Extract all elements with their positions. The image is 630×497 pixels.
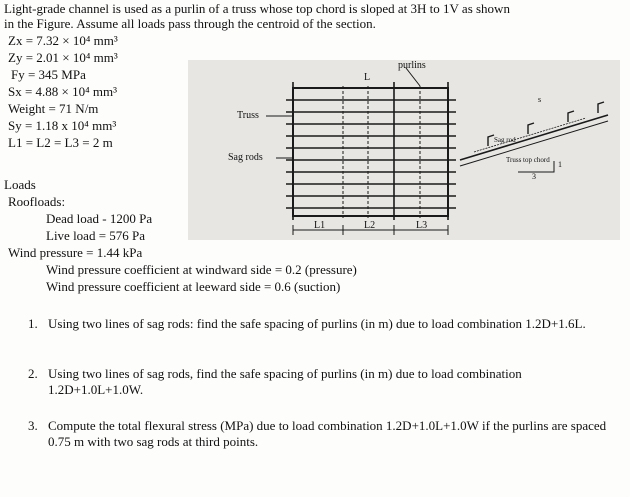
leeward-coefficient: Wind pressure coefficient at leeward side = 0.6 (suction) [46,279,341,294]
problem-intro-line-1: Light-grade channel is used as a purlin of a truss whose top chord is sloped at 3H to 1V as shown [4,1,510,16]
dead-load: Dead load - 1200 Pa [46,211,153,226]
loads-heading: Loads [4,177,36,192]
property-sx: Sx = 4.88 × 10⁴ mm³ [8,84,118,99]
label-purlins: purlins [398,60,426,71]
label-slope-1: 1 [558,160,562,169]
label-sag-rod: Sag rod [494,136,516,144]
label-l3: L3 [416,220,428,231]
question-1-text: Using two lines of sag rods: find the safe spacing of purlins (in m) due to load combination 1.2D+1.6L. [48,316,586,331]
question-3-number: 3. [28,418,38,433]
question-3-text: Compute the total flexural stress (MPa) due to load combination 1.2D+1.0L+1.0W if the purlins are spaced 0.75 m with two sag rods at third points. [48,418,607,449]
live-load: Live load = 576 Pa [46,228,146,243]
truss-top-chord-line [460,115,608,160]
property-zx: Zx = 7.32 × 10⁴ mm³ [8,33,118,48]
label-sag-rods: Sag rods [228,152,263,163]
property-spans: L1 = L2 = L3 = 2 m [8,135,113,150]
roofloads-label: Roofloads: [8,194,66,209]
truss-purlin-figure [188,60,620,240]
problem-intro-line-2: in the Figure. Assume all loads pass through the centroid of the section. [4,16,376,31]
label-span-l: L [364,72,371,83]
sag-rod-section-line [474,118,586,152]
plan-frame [293,88,448,216]
windward-coefficient: Wind pressure coefficient at windward side = 0.2 (pressure) [46,262,357,277]
purlin-lines [286,100,456,208]
question-2-text: Using two lines of sag rods, find the safe spacing of purlins (in m) due to load combination 1.2D+1.0L+1.0W. [48,366,522,397]
property-weight: Weight = 71 N/m [8,101,99,116]
label-truss: Truss [237,110,259,121]
label-slope-3: 3 [532,172,536,181]
label-l1: L1 [314,220,326,231]
label-slope-s: s [538,95,542,104]
label-l2: L2 [364,220,376,231]
question-2-number: 2. [28,366,38,381]
sag-rod-lines [343,86,420,218]
property-zy: Zy = 2.01 × 10⁴ mm³ [8,50,118,65]
truss-plan-and-section-drawing [188,60,620,240]
property-sy: Sy = 1.18 x 10⁴ mm³ [8,118,117,133]
question-1-number: 1. [28,316,38,331]
property-fy: Fy = 345 MPa [11,67,86,82]
label-truss-top-chord: Truss top chord [506,156,550,164]
wind-pressure: Wind pressure = 1.44 kPa [8,245,143,260]
truss-lines [293,82,448,220]
